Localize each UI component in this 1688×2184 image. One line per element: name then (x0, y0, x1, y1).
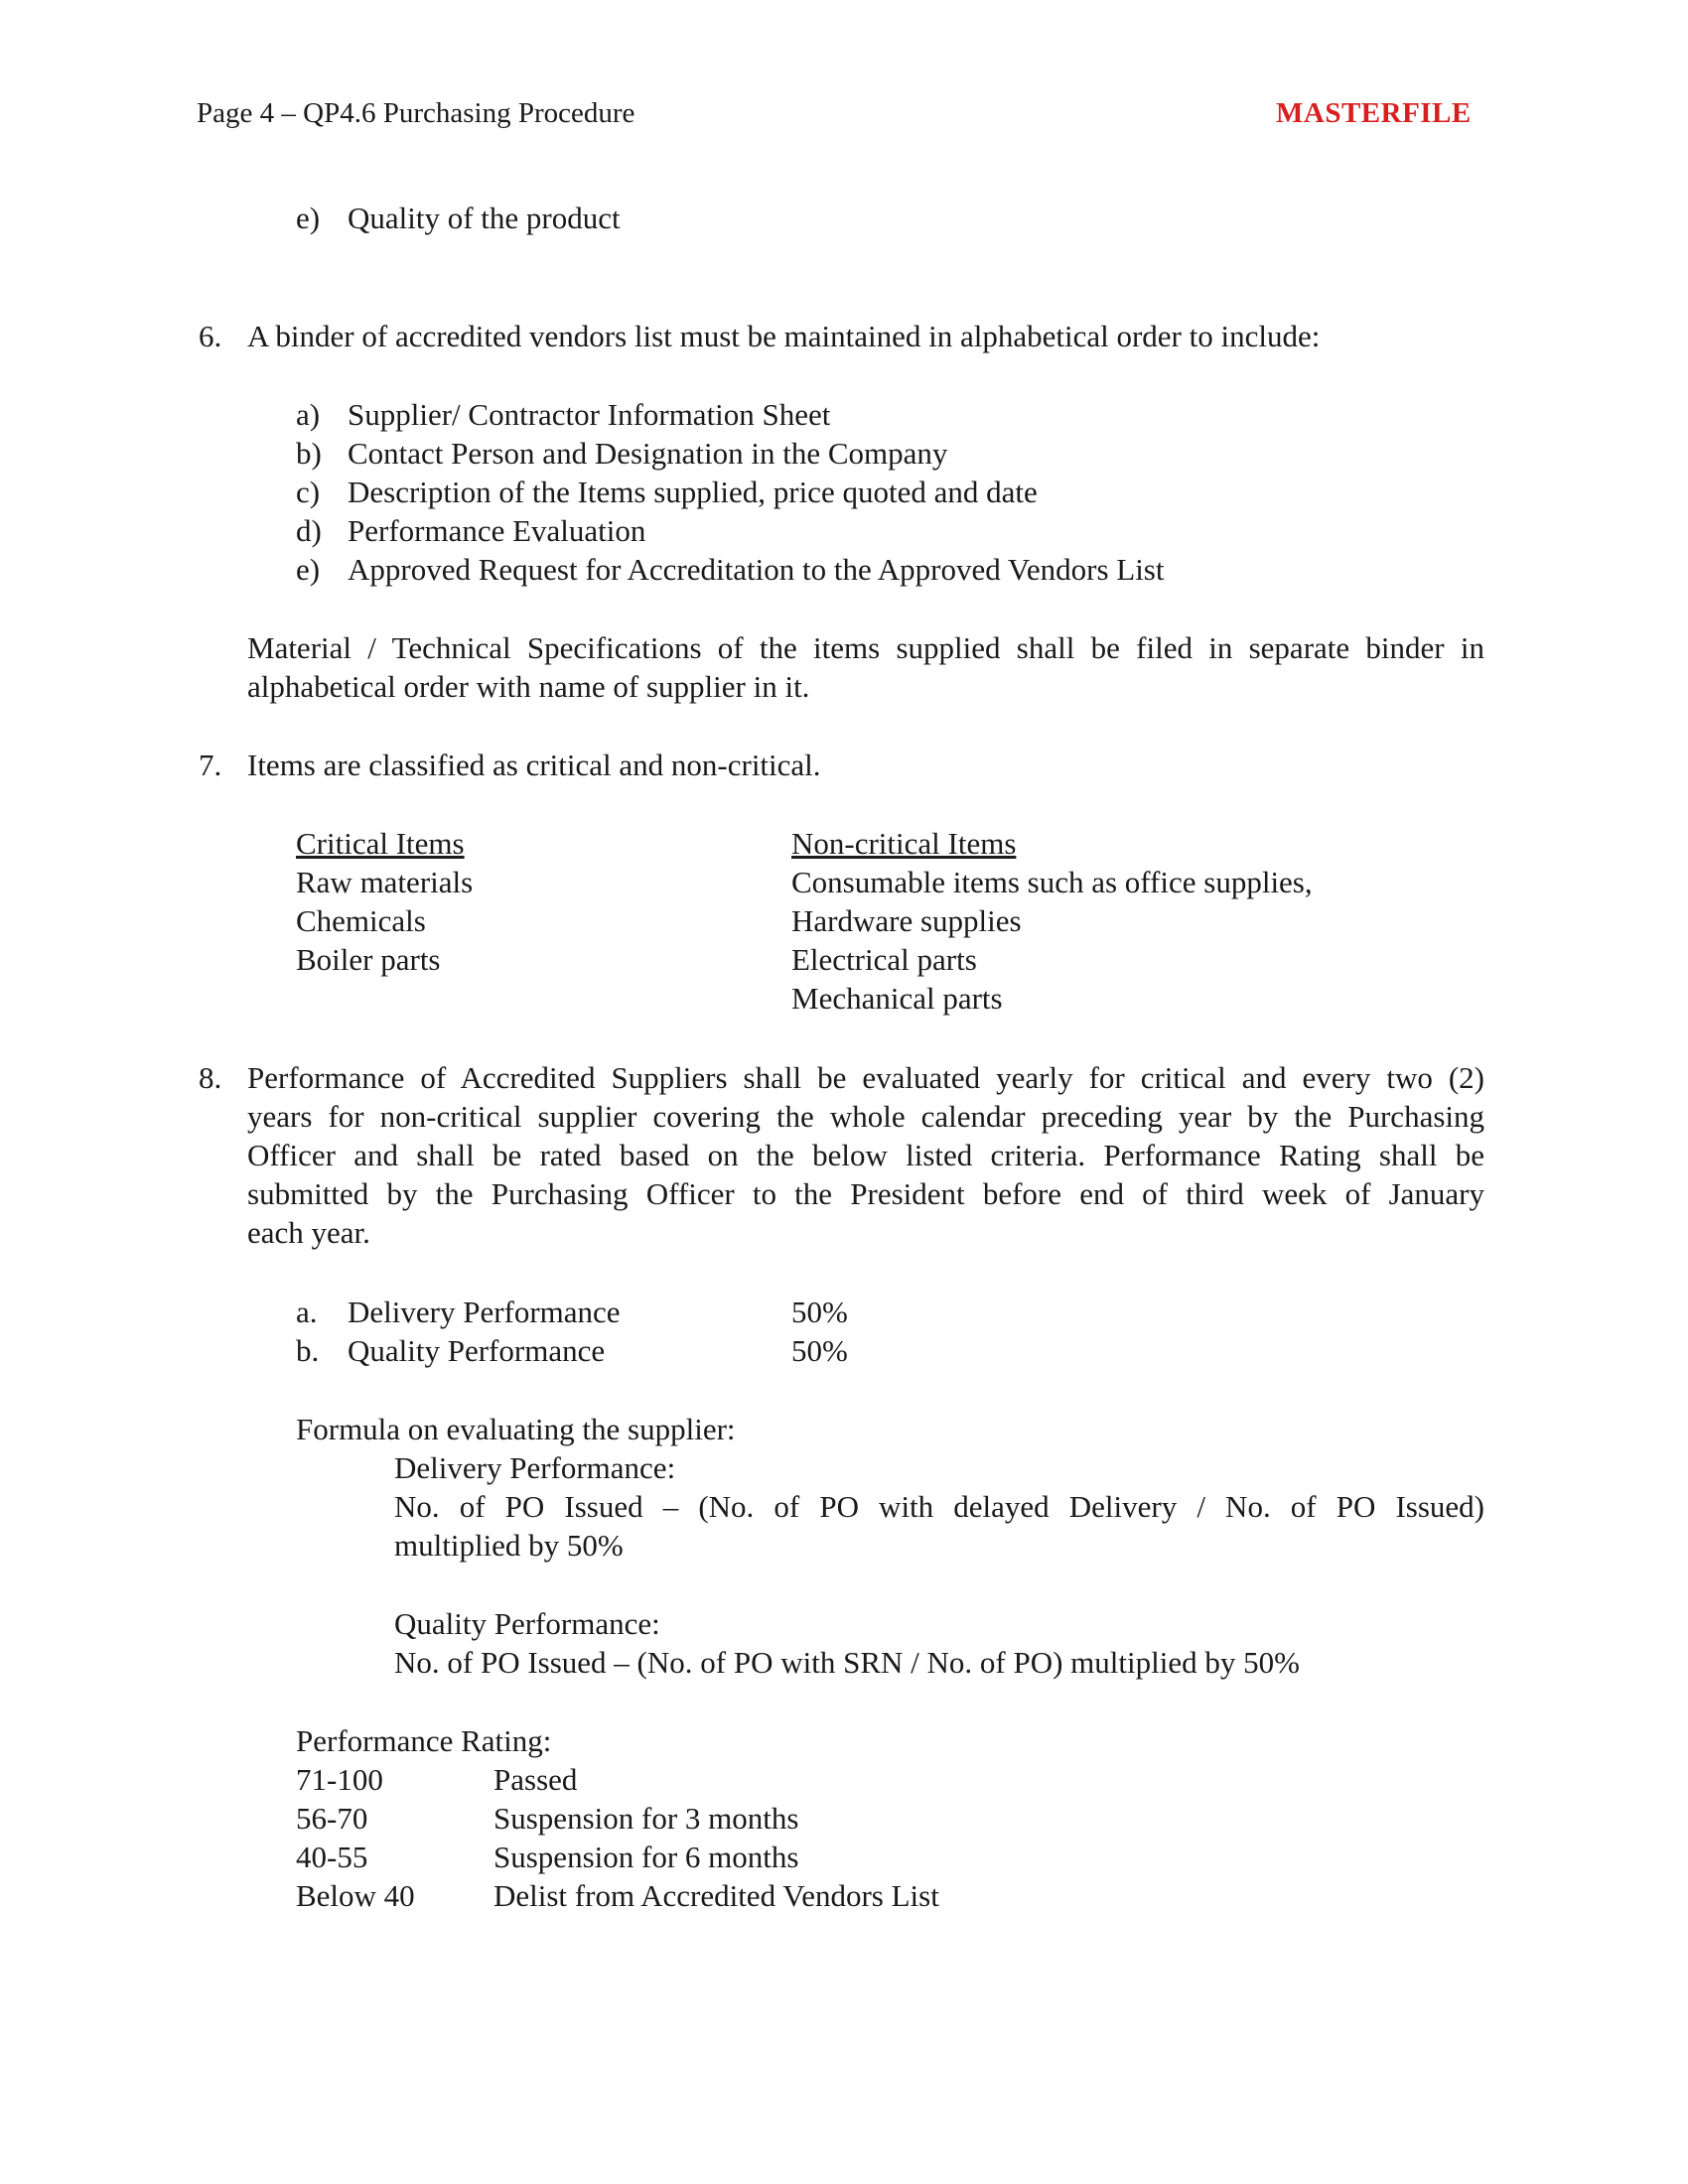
list-marker: c) (296, 475, 321, 509)
list-marker: e) (296, 201, 321, 235)
rating-range: 71-100 (296, 1762, 383, 1797)
item6-number: 6. (199, 319, 222, 353)
delivery-formula-title: Delivery Performance: (394, 1450, 676, 1485)
list-marker: a. (296, 1295, 318, 1329)
paragraph-line: submitted by the Purchasing Officer to the President before end of third week of January (247, 1176, 1484, 1211)
list-item: Mechanical parts (791, 981, 1003, 1016)
criteria-row (296, 1331, 848, 1370)
item6-note-line2: alphabetical order with name of supplier in it. (247, 669, 810, 704)
quality-formula-line1: No. of PO Issued – (No. of PO with SRN / No. of PO) multiplied by 50% (394, 1645, 1300, 1680)
criteria-label: Quality Performance (348, 1333, 606, 1368)
criteria-label: Delivery Performance (348, 1295, 621, 1329)
delivery-formula-line2: multiplied by 50% (394, 1528, 624, 1563)
critical-items-column (296, 824, 473, 979)
rating-range: 56-70 (296, 1801, 368, 1836)
rating-row (296, 1799, 939, 1838)
rating-result: Suspension for 3 months (493, 1801, 799, 1836)
criteria-weight: 50% (791, 1333, 848, 1368)
formula-title: Formula on evaluating the supplier: (296, 1412, 736, 1446)
rating-row (296, 1876, 939, 1915)
page-header-title: Page 4 – QP4.6 Purchasing Procedure (197, 97, 635, 129)
list-marker: b) (296, 436, 322, 471)
item6-note-line1: Material / Technical Specifications of the items supplied shall be filed in separate binder in (247, 630, 1484, 665)
list-item: Chemicals (296, 903, 426, 938)
noncritical-items-header: Non-critical Items (791, 826, 1017, 861)
item6-sublist (296, 395, 1164, 589)
list-marker: a) (296, 397, 321, 432)
list-item: Raw materials (296, 865, 474, 899)
criteria-weight: 50% (791, 1295, 848, 1329)
list-marker: d) (296, 513, 322, 548)
paragraph-line: Officer and shall be rated based on the below listed criteria. Performance Rating shall be (247, 1138, 1484, 1172)
list-item (296, 395, 1164, 434)
rating-table (296, 1760, 939, 1915)
paragraph-line: Performance of Accredited Suppliers shall be evaluated yearly for critical and every two (2) (247, 1060, 1484, 1095)
criteria-list (296, 1293, 848, 1370)
list-marker: e) (296, 552, 321, 587)
critical-items-header: Critical Items (296, 826, 465, 861)
item6-text: A binder of accredited vendors list must be maintained in alphabetical order to include: (247, 319, 1321, 353)
rating-result: Passed (493, 1762, 578, 1797)
list-text: Approved Request for Accreditation to the Approved Vendors List (348, 552, 1165, 587)
list-item: Hardware supplies (791, 903, 1022, 938)
list-text: Supplier/ Contractor Information Sheet (348, 397, 831, 432)
masterfile-label: MASTERFILE (1276, 97, 1472, 129)
rating-row (296, 1838, 939, 1876)
rating-range: 40-55 (296, 1840, 368, 1874)
item8-paragraph (247, 1058, 1484, 1252)
item8-number: 8. (199, 1060, 222, 1095)
criteria-row (296, 1293, 848, 1331)
list-item: Consumable items such as office supplies, (791, 865, 1313, 899)
delivery-formula-line1: No. of PO Issued – (No. of PO with delayed Delivery / No. of PO Issued) (394, 1489, 1484, 1524)
paragraph-line: years for non-critical supplier covering the whole calendar preceding year by the Purchasing (247, 1099, 1484, 1134)
list-item (296, 511, 1164, 550)
item5-e (296, 199, 621, 237)
list-text: Performance Evaluation (348, 513, 646, 548)
quality-formula-title: Quality Performance: (394, 1606, 660, 1641)
list-item (296, 434, 1164, 473)
rating-row (296, 1760, 939, 1799)
rating-result: Suspension for 6 months (493, 1840, 799, 1874)
rating-range: Below 40 (296, 1878, 415, 1913)
list-item: Boiler parts (296, 942, 441, 977)
noncritical-items-column (791, 824, 1313, 1018)
list-text: Description of the Items supplied, price quoted and date (348, 475, 1038, 509)
rating-title: Performance Rating: (296, 1723, 552, 1758)
paragraph-line: each year. (247, 1215, 370, 1250)
rating-result: Delist from Accredited Vendors List (493, 1878, 939, 1913)
list-item (296, 550, 1164, 589)
list-text: Quality of the product (348, 201, 621, 235)
list-text: Contact Person and Designation in the Company (348, 436, 948, 471)
item7-number: 7. (199, 748, 222, 782)
list-marker: b. (296, 1333, 320, 1368)
list-item (296, 473, 1164, 511)
item7-text: Items are classified as critical and non-critical. (247, 748, 821, 782)
list-item: Electrical parts (791, 942, 977, 977)
